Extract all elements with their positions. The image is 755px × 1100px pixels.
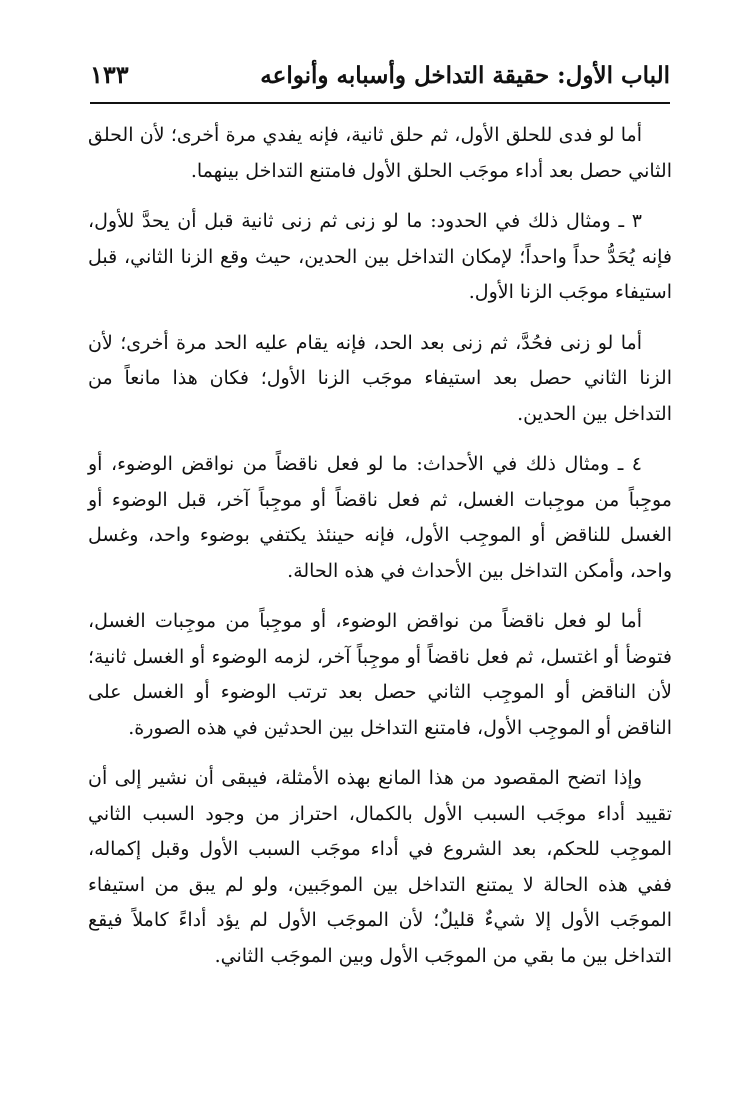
paragraph: أما لو فدى للحلق الأول، ثم حلق ثانية، فإنه يفدي مرة أخرى؛ لأن الحلق الثاني حصل بعد أداء موجَب الحلق الأول فامتنع التداخل بينهما. [88,124,672,182]
paragraph: ٤ ـ ومثال ذلك في الأحداث: ما لو فعل ناقضاً من نواقض الوضوء، أو موجِباً من موجِبات الغسل، ثم فعل ناقضاً أو موجِباً آخر، قبل الوضوء أو الغسل للناقض أو الموجِب الأول، فإنه حينئذ يكتفي بوضوء واحد، وغسل واحد، وأمكن التداخل بين الأحداث في هذه الحالة. [88,453,672,582]
paragraph: وإذا اتضح المقصود من هذا المانع بهذه الأمثلة، فيبقى أن نشير إلى أن تقييد أداء موجَب السبب الأول بالكمال، احتراز من وجود السبب الثاني الموجِب للحكم، بعد الشروع في أداء موجَب السبب الأول وقبل إكماله، ففي هذه الحالة لا يمتنع التداخل بين الموجَبين، ولو لم يبق من استيفاء الموجَب الأول إلا شيءٌ قليلٌ؛ لأن الموجَب الأول لم يؤد أداءً كاملاً فيقع التداخل بين ما بقي من الموجَب الأول وبين الموجَب الثاني. [88,767,672,967]
page-body [88,118,672,989]
paragraph: ٣ ـ ومثال ذلك في الحدود: ما لو زنى ثم زنى ثانية قبل أن يحدَّ للأول، فإنه يُحَدُّ حداً واحداً؛ لإمكان التداخل بين الحدين، حيث وقع الزنا الثاني، قبل استيفاء موجَب الزنا الأول. [88,210,672,303]
chapter-title: الباب الأول: حقيقة التداخل وأسبابه وأنواعه [260,62,670,89]
paragraph: أما لو زنى فحُدَّ، ثم زنى بعد الحد، فإنه يقام عليه الحد مرة أخرى؛ لأن الزنا الثاني حصل بعد استيفاء موجَب الزنا الأول؛ فكان هذا مانعاً من التداخل بين الحدين. [88,331,672,425]
paragraph: أما لو فعل ناقضاً من نواقض الوضوء، أو موجِباً من موجِبات الغسل، فتوضأ أو اغتسل، ثم فعل ناقضاً أو موجِباً آخر، لزمه الوضوء أو الغسل ثانية؛ لأن الناقض أو الموجِب الثاني حصل بعد ترتب الوضوء أو الغسل على الناقض أو الموجِب الأول، فامتنع التداخل بين الحدثين في هذه الصورة. [88,610,672,739]
page-number: ١٣٣ [90,60,129,89]
page-header [90,60,670,100]
header-divider [90,102,670,104]
